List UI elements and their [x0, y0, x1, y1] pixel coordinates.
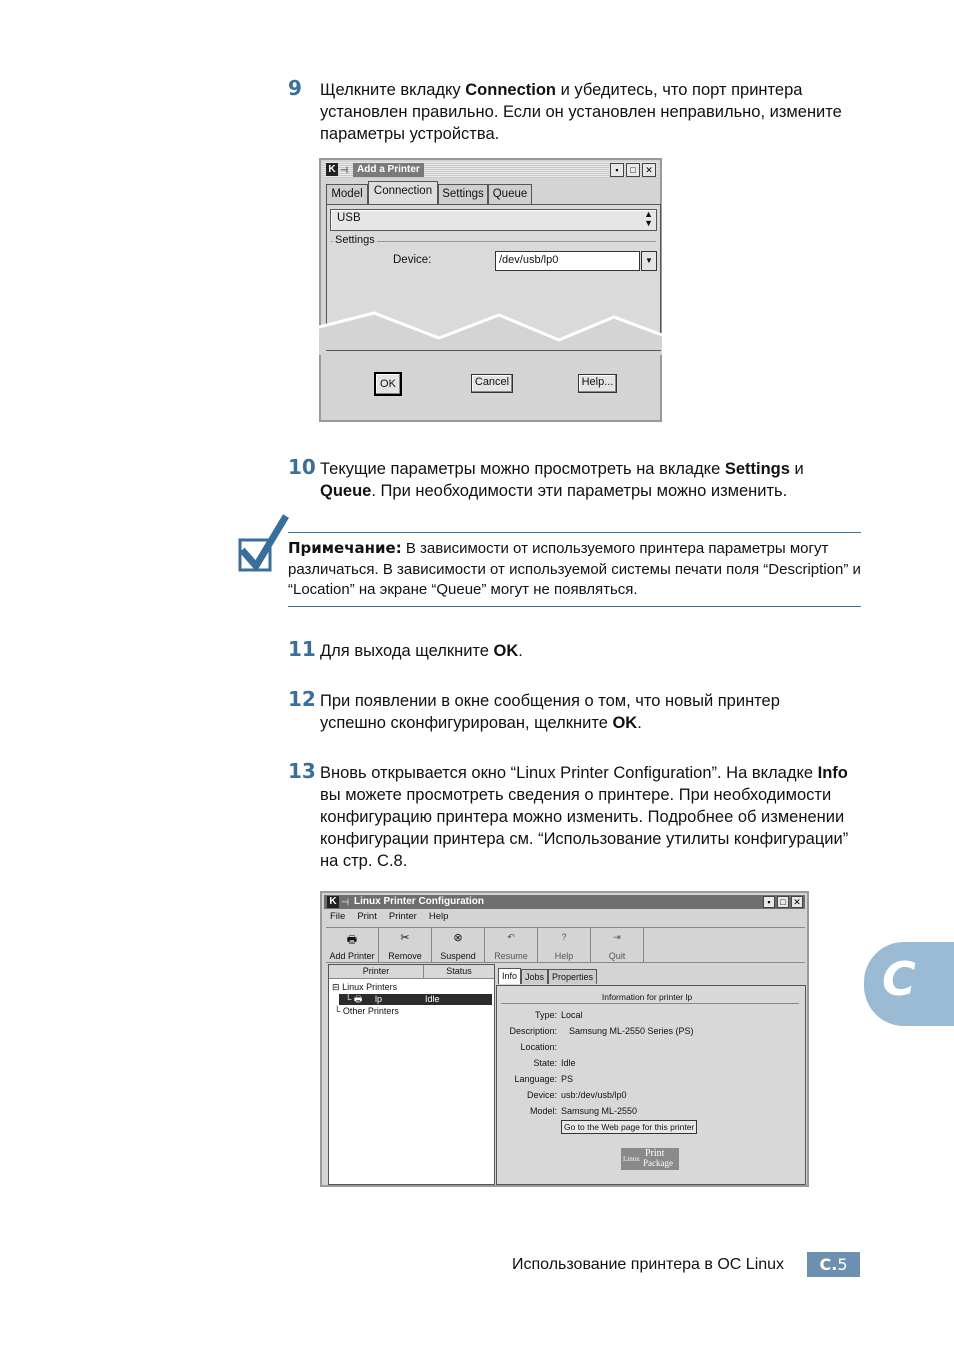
note-text: В зависимости от используемого принтера параметры могут различаться. В зависимости от используемой системы печати поля “Description” и “Location” на экране “Queue” могут не появляться. [288, 540, 861, 598]
type-value: Local [561, 1010, 583, 1020]
minimize-icon[interactable]: ▪ [763, 896, 775, 908]
resume-icon: ↶ [507, 932, 515, 942]
linux-printer-config-window [320, 891, 809, 1187]
note-label: Примечание: [288, 539, 402, 557]
footer-text: Использование принтера в ОС Linux [512, 1256, 785, 1273]
panel-bottom-edge [326, 350, 661, 351]
remove-button[interactable]: ✂ Remove [379, 928, 432, 962]
note-block [288, 538, 863, 601]
port-select[interactable] [330, 209, 657, 231]
device-input-value: /dev/usb/lp0 [499, 254, 559, 266]
ok-button[interactable]: OK [374, 372, 402, 396]
chapter-letter: C [882, 952, 916, 1006]
note-top-rule [288, 532, 861, 533]
stop-icon: ⊗ [453, 932, 463, 944]
add-printer-button[interactable]: 🖶 Add Printer [326, 928, 379, 962]
tab-info[interactable]: Info [498, 968, 521, 984]
trash-icon: ✂ [400, 932, 410, 944]
device-dropdown-button[interactable] [641, 251, 657, 271]
description-value: Samsung ML-2550 Series (PS) [569, 1026, 694, 1036]
step-12-number: 12 [288, 687, 316, 711]
checkmark-icon [236, 514, 290, 578]
step-12-text: При появлении в окне сообщения о том, что новый принтер успешно сконфигурирован, щелкните OK. [320, 692, 780, 732]
tree-row-lp[interactable]: └ 🖶 lp Idle [339, 994, 492, 1005]
location-label: Location: [520, 1042, 557, 1052]
info-header-rule [501, 1003, 799, 1004]
printer-icon: └ 🖶 [345, 994, 363, 1004]
step-9-number: 9 [288, 76, 302, 100]
page-number-box [807, 1252, 860, 1277]
add-printer-dialog [319, 158, 662, 422]
quit-icon: ⇥ [613, 932, 621, 942]
description-label: Description: [509, 1026, 557, 1036]
col-printer-header[interactable]: Printer [329, 965, 424, 979]
tab-settings[interactable]: Settings [438, 184, 488, 204]
tab-queue[interactable]: Queue [488, 184, 532, 204]
printer-list [328, 964, 495, 1185]
k-icon: K [326, 163, 338, 176]
updown-arrows-icon: ▲ ▼ [644, 209, 653, 228]
chapter-side-tab [864, 942, 954, 1026]
lpp-logo: Linux Print Package [621, 1148, 679, 1170]
printer-add-icon: 🖶 [346, 934, 358, 946]
maximize-icon[interactable]: □ [777, 896, 789, 908]
info-panel [496, 985, 806, 1185]
note-bottom-rule [288, 606, 861, 607]
state-value: Idle [561, 1058, 576, 1068]
device-label: Device: [393, 254, 432, 266]
menu-bar [330, 911, 448, 923]
step-10-text: Текущие параметры можно просмотреть на вкладке Settings и Queue. При необходимости эти параметры можно изменить. [320, 460, 804, 500]
help-toolbar-button[interactable]: ? Help [538, 928, 591, 962]
device-input[interactable] [495, 251, 640, 271]
close-icon[interactable]: ✕ [642, 163, 656, 177]
settings-group-label: Settings [335, 234, 375, 246]
resume-button[interactable]: ↶ Resume [485, 928, 538, 962]
web-page-button[interactable]: Go to the Web page for this printer [561, 1120, 697, 1134]
tab-properties[interactable]: Properties [548, 969, 597, 984]
maximize-icon[interactable]: □ [626, 163, 640, 177]
tab-bar [326, 184, 656, 206]
type-label: Type: [534, 1010, 557, 1020]
chevron-down-icon: ▼ [645, 256, 653, 265]
window-title-bar[interactable] [324, 895, 805, 909]
tab-connection[interactable]: Connection [368, 181, 438, 204]
dialog-title: Add a Printer [353, 163, 424, 177]
language-label: Language: [514, 1074, 557, 1084]
cancel-button[interactable]: Cancel [471, 374, 513, 393]
page-num: 5 [837, 1255, 848, 1274]
tree-collapse-icon: ⊟ [332, 982, 340, 992]
k-icon: K [327, 896, 339, 908]
step-11-text: Для выхода щелкните OK. [320, 642, 523, 660]
state-label: State: [533, 1058, 557, 1068]
device-info-value: usb:/dev/usb/lp0 [561, 1090, 627, 1100]
help-icon: ? [561, 932, 567, 942]
window-title: Linux Printer Configuration [354, 896, 484, 907]
info-tabs [498, 968, 597, 984]
model-value: Samsung ML-2550 [561, 1106, 638, 1116]
device-info-label: Device: [526, 1090, 557, 1100]
tab-model[interactable]: Model [326, 184, 368, 204]
page-prefix: C. [819, 1255, 838, 1274]
tree-other-printers[interactable]: └ Other Printers [334, 1006, 399, 1016]
step-11-number: 11 [288, 637, 316, 661]
menu-file[interactable]: File [330, 911, 346, 922]
quit-button[interactable]: ⇥ Quit [591, 928, 644, 962]
pin-icon[interactable]: ⊣ [341, 897, 350, 907]
suspend-button[interactable]: ⊗ Suspend [432, 928, 485, 962]
help-button[interactable]: Help... [578, 374, 617, 393]
model-label: Model: [529, 1106, 557, 1116]
language-value: PS [561, 1074, 574, 1084]
step-9-text: Щелкните вкладку Connection и убедитесь, что порт принтера установлен правильно. Если он установлен неправильно, измените параметры устройства. [320, 81, 842, 143]
close-icon[interactable]: ✕ [791, 896, 803, 908]
port-select-value: USB [337, 212, 361, 224]
pin-icon[interactable]: ⊣ [340, 165, 349, 175]
step-13-text: Вновь открывается окно “Linux Printer Configuration”. На вкладке Info вы можете просмотреть сведения о принтере. При необходимости конфигурацию принтера можно изменить. Подробнее об изменении конфигурации принтера см. “Использование утилиты конфигурации” на стр. С.8. [320, 764, 849, 870]
menu-printer[interactable]: Printer [388, 911, 417, 922]
tree-linux-printers[interactable]: ⊟ Linux Printers [332, 982, 398, 992]
menu-print[interactable]: Print [357, 911, 377, 922]
step-10-number: 10 [288, 455, 316, 479]
col-status-header[interactable]: Status [424, 965, 494, 979]
toolbar [326, 927, 805, 963]
zigzag-break [319, 305, 662, 355]
step-13-number: 13 [288, 759, 316, 783]
tab-jobs[interactable]: Jobs [521, 969, 548, 984]
dialog-title-bar[interactable] [323, 162, 658, 178]
menu-help[interactable]: Help [428, 911, 449, 922]
info-header: Information for printer lp [601, 992, 693, 1002]
minimize-icon[interactable]: ▪ [610, 163, 624, 177]
